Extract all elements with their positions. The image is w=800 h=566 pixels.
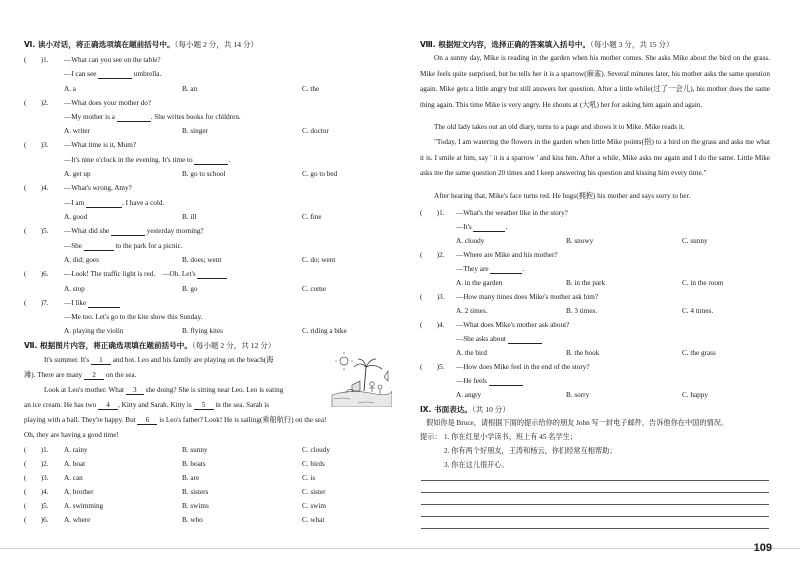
s8-q1-answer: —It's . [456, 223, 508, 231]
s6-q3-question: —What time is it, Mum? [64, 141, 137, 149]
s6-q1-option-a: A. a [64, 85, 76, 93]
s6-q1-option-b: B. an [182, 85, 198, 93]
s8-q1-option-b: B. snowy [566, 237, 594, 245]
s7-passage-line4: an ice cream. He has two 4 , Kitty and Sarah. Kitty is 5 in the sea. Sarah is [24, 401, 270, 409]
s6-q1-answer: —I can see umbrella. [64, 70, 162, 78]
s7-q2-option-c: C. birds [302, 460, 325, 468]
s9-tip-label: 提示： [420, 433, 442, 441]
s6-q5-option-a: A. did; goes [64, 256, 99, 264]
s7-q6-num[interactable]: ( )6. [24, 516, 49, 524]
s8-paragraph-2: The old lady takes out an old diary, turns to a page and shows it to Mike. Mike reads it. [434, 123, 685, 131]
writing-line-3[interactable] [421, 504, 769, 505]
writing-line-1[interactable] [421, 480, 769, 481]
s9-instruction: 假如你是 Bruce，请根据下面的提示给你的朋友 John 写一封电子邮件，告诉他你在中国的情况。 [426, 419, 729, 427]
s6-q4-num[interactable]: ( )4. [24, 184, 49, 192]
s6-q1-question: —What can you see on the table? [64, 56, 161, 64]
s7-q1-option-c: C. cloudy [302, 446, 330, 454]
s8-q2-option-a: A. in the garden [456, 279, 503, 287]
s8-q3-option-b: B. 3 times. [566, 307, 598, 315]
s8-q2-num[interactable]: ( )2. [420, 251, 445, 259]
s6-q5-option-c: C. do; went [302, 256, 336, 264]
s8-q4-option-b: B. the book [566, 349, 600, 357]
s6-q1-option-c: C. the [302, 85, 320, 93]
s8-q3-num[interactable]: ( )3. [420, 293, 445, 301]
s7-passage-line5: playing with a ball. They're happy. But 6 is Leo's father? Look! He is sailing(乘船航行) on the sea! [24, 416, 327, 424]
writing-line-4[interactable] [421, 516, 769, 517]
s6-q7-question: —I like [64, 299, 120, 308]
s8-q1-num[interactable]: ( )1. [420, 209, 445, 217]
s6-q1-num[interactable]: ( )1. [24, 56, 49, 64]
writing-line-5[interactable] [421, 528, 769, 529]
s8-q2-option-c: C. in the room [682, 279, 724, 287]
s7-q5-option-b: B. swims [182, 502, 209, 510]
right-page [400, 0, 800, 566]
s6-q6-option-c: C. come [302, 285, 326, 293]
s7-q3-num[interactable]: ( )3. [24, 474, 49, 482]
s8-q5-num[interactable]: ( )5. [420, 363, 445, 371]
s7-passage-line3: Look at Leo's mother. What 3 she doing? She is sitting near Leo. Leo is eating [44, 386, 284, 394]
s6-q5-question: —What did she yesterday morning? [64, 227, 204, 235]
s7-q5-option-a: A. swimming [64, 502, 104, 510]
s6-q3-option-a: A. get up [64, 170, 91, 178]
s7-q6-option-c: C. what [302, 516, 325, 524]
s7-q4-option-b: B. sisters [182, 488, 209, 496]
s8-paragraph-1: On a sunny day, Mike is reading in the garden when his mother comes. She asks Mike about the bird on the grass. Mike feels quite surprised, but he tells her it is a sparrow(麻雀). Several minutes later, his mother asks the same question again. Mike gets a little angry but still answers her question. After a little while(过了一会儿), his mother does the same thing again. This time Mike is very angry. He shouts at (大吼) her for asking him again and again. [420, 54, 770, 109]
s6-q5-answer: —She to the park for a picnic. [64, 242, 183, 250]
s7-q4-option-c: C. sister [302, 488, 326, 496]
s6-q2-num[interactable]: ( )2. [24, 99, 49, 107]
beach-illustration [330, 351, 392, 407]
s6-q6-option-b: B. go [182, 285, 198, 293]
s6-q2-option-a: A. writer [64, 127, 90, 135]
section8-title: Ⅷ. 根据短文内容，选择正确的答案填入括号中。（每小题 3 分，共 15 分） [420, 40, 674, 49]
s8-paragraph-4: After hearing that, Mike's face turns red. He hugs(拥抱) his mother and says sorry to her. [434, 192, 691, 200]
s9-tip-3: 3. 你在这儿很开心。 [444, 461, 509, 469]
s6-q2-answer: —My mother is a . She writes books for children. [64, 113, 241, 121]
s8-q3-option-c: C. 4 times. [682, 307, 714, 315]
s6-q4-answer: —I am . I have a cold. [64, 199, 165, 207]
s8-q5-option-a: A. angry [456, 391, 482, 399]
s6-q5-option-b: B. does; went [182, 256, 222, 264]
s8-q2-option-b: B. in the park [566, 279, 606, 287]
s7-q5-num[interactable]: ( )5. [24, 502, 49, 510]
page-bottom-edge [0, 548, 800, 549]
s6-q4-option-a: A. good [64, 213, 88, 221]
s6-q6-num[interactable]: ( )6. [24, 270, 49, 278]
s6-q4-option-b: B. ill [182, 213, 197, 221]
s9-tip-2: 2. 你有两个好朋友，王涛和杨云，你们经常互相帮助； [444, 447, 617, 455]
s8-q1-question: —What's the weather like in the story? [456, 209, 568, 217]
s7-q1-option-b: B. sunny [182, 446, 208, 454]
s7-passage-line1: It's summer. It's 1 and hot. Leo and his family are playing on the beach(海 [44, 356, 274, 364]
s6-q6-option-a: A. stop [64, 285, 85, 293]
s6-q2-option-b: B. singer [182, 127, 208, 135]
s6-q2-question: —What does your mother do? [64, 99, 152, 107]
s6-q7-option-b: B. flying kites [182, 327, 223, 335]
s7-passage-line2: 滩). There are many 2 on the sea. [24, 371, 137, 379]
s8-q4-num[interactable]: ( )4. [420, 321, 445, 329]
section9-title: Ⅸ. 书面表达。（共 10 分） [420, 405, 510, 414]
s6-q4-option-c: C. fine [302, 213, 322, 221]
s7-q2-option-a: A. boat [64, 460, 86, 468]
s6-q2-option-c: C. doctor [302, 127, 329, 135]
s8-q5-answer: —He feels [456, 377, 523, 386]
s7-q4-num[interactable]: ( )4. [24, 488, 49, 496]
s8-q2-question: —Where are Mike and his mother? [456, 251, 558, 259]
s8-q4-question: —What does Mike's mother ask about? [456, 321, 570, 329]
section7-title: Ⅶ. 根据图片内容，将正确选项填在题前括号中。（每小题 2 分，共 12 分） [24, 341, 276, 350]
s7-q3-option-c: C. is [302, 474, 316, 482]
s6-q3-option-c: C. go to bed [302, 170, 338, 178]
s7-q4-option-a: A. brother [64, 488, 94, 496]
s8-q1-option-a: A. cloudy [456, 237, 485, 245]
s7-q3-option-a: A. can [64, 474, 83, 482]
s8-q3-question: —How many times does Mike's mother ask him? [456, 293, 599, 301]
s8-paragraph-3: "Today, I am watering the flowers in the garden when little Mike points(指) to a bird on the grass and asks me what it is. I smile at him, say ' it is a sparrow ' and kiss him. After a while, Mike asks me again and I do the same. Little Mike asks me the same question 20 times and I keep answering his question and kissing him every time." [420, 138, 770, 177]
s7-q3-option-b: B. are [182, 474, 200, 482]
s8-q1-option-c: C. sunny [682, 237, 708, 245]
s7-passage-line6: Oh, they are having a good time! [24, 431, 119, 439]
s6-q7-num[interactable]: ( )7. [24, 299, 49, 307]
s8-q4-answer: —She asks about [456, 335, 542, 344]
s9-tip-1: 1. 你在红星小学读书，班上有 45 名学生； [444, 433, 577, 441]
s6-q3-option-b: B. go to school [182, 170, 226, 178]
s8-q4-option-c: C. the grass [682, 349, 716, 357]
s8-q2-answer: —They are . [456, 265, 525, 273]
s6-q3-answer: —It's nine o'clock in the evening. It's time to . [64, 156, 231, 164]
s7-q1-num[interactable]: ( )1. [24, 446, 49, 454]
s6-q3-num[interactable]: ( )3. [24, 141, 49, 149]
s7-q5-option-c: C. swim [302, 502, 326, 510]
s6-q4-question: —What's wrong, Amy? [64, 184, 132, 192]
writing-line-2[interactable] [421, 492, 769, 493]
s7-q6-option-b: B. who [182, 516, 203, 524]
s8-q5-option-b: B. sorry [566, 391, 590, 399]
s7-q2-option-b: B. boats [182, 460, 206, 468]
s6-q7-answer: —Me too. Let's go to the kite show this Sunday. [64, 313, 203, 321]
page-number: 109 [753, 542, 772, 554]
s7-q2-num[interactable]: ( )2. [24, 460, 49, 468]
s8-q4-option-a: A. the bird [456, 349, 487, 357]
s8-q5-option-c: C. happy [682, 391, 708, 399]
s8-q3-option-a: A. 2 times. [456, 307, 488, 315]
s6-q6-question: —Look! The traffic light is red. —Oh. Let's [64, 270, 227, 279]
s6-q7-option-c: C. riding a bike [302, 327, 347, 335]
s8-q5-question: —How does Mike feel in the end of the story? [456, 363, 590, 371]
s7-q6-option-a: A. where [64, 516, 91, 524]
s6-q7-option-a: A. playing the violin [64, 327, 124, 335]
s6-q5-num[interactable]: ( )5. [24, 227, 49, 235]
section6-title: Ⅵ. 读小对话，将正确选项填在题前括号中。（每小题 2 分，共 14 分） [24, 40, 259, 49]
s7-q1-option-a: A. rainy [64, 446, 88, 454]
